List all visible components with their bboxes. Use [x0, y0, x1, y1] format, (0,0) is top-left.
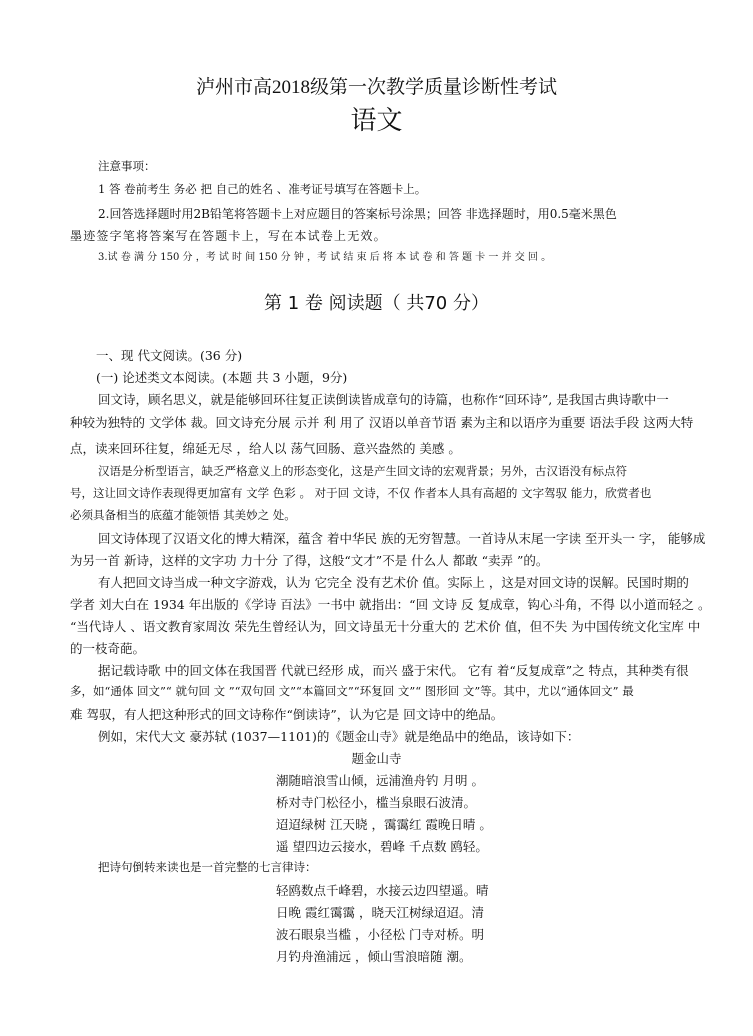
poem-line: 迢迢绿树 江天晓 ，霭霭红 霞晚日晴 。	[276, 817, 492, 832]
paragraph-line: “当代诗人 、语文教育家周汝 荣先生曾经认为，回文诗虽无十分重大的 艺术价 值，但不失 为中国传统文化宝库 中	[70, 619, 701, 634]
poem-line: 潮随暗浪雪山倾，远浦渔舟钓 月明 。	[276, 773, 484, 788]
notice-item: 1 答 卷前考生 务必 把 自己的姓名 、准考证号填写在答题卡上。	[98, 182, 427, 196]
poem-line: 轻鸥数点千峰碧，水接云边四望遥。晴	[276, 883, 489, 898]
notice-item: 墨迹签字笔将答案写在答题卡上，写在本试卷上无效。	[70, 229, 387, 243]
paragraph-line: 号，这让回文诗作表现得更加富有 文学 色彩 。 对于回 文诗，不仅 作者本人具有高超的 文字驾驭 能力，欣赏者也	[70, 486, 652, 500]
poem-line: 日晚 霞红霭霭 ，晓天江树绿迢迢。清	[276, 905, 484, 920]
paragraph-line: 汉语是分析型语言，缺乏严格意义上的形态变化，这是产生回文诗的宏观背景；另外，古汉语没有标点符	[98, 464, 627, 478]
poem-line: 月钓舟渔浦远 ，倾山雪浪暗随 潮。	[276, 949, 472, 964]
poem-line: 波石眼泉当槛 ，小径松 门寺对桥。明	[276, 927, 484, 942]
paragraph-line: 学者 刘大白在 1934 年出版的《学诗 百法》一书中 就指出：“回 文诗 反 复成章，钩心斗角，不得 以小道而轻之 。	[70, 597, 711, 612]
paragraph-line: 回文诗体现了汉语文化的博大精深，蕴含 着中华民 族的无穷智慧。一首诗从末尾一字读 至开头一 字， 能够成	[98, 531, 706, 546]
paragraph-line: 多，如“通体 回文”“ 就句回 文 ”“双句回 文”“本篇回文”“环复回 文”“ 图形回 文”等。其中，尤以“通体回文” 最	[70, 684, 634, 698]
notice-item: 2.回答选择题时用2B铅笔将答题卡上对应题目的答案标号涂黑；回答 非选择题时，用0.5毫米黑色	[98, 207, 617, 221]
paragraph-line: 有人把回文诗当成一种文字游戏，认为 它完全 没有艺术价 值。实际上 ，这是对回文诗的误解。民国时期的	[98, 575, 689, 590]
paragraph-line: 难 驾驭，有人把这种形式的回文诗称作“倒读诗”，认为它是 回文诗中的绝品。	[70, 707, 504, 722]
part-subheading: (一) 论述类文本阅读。(本题 共 3 小题，9分)	[96, 370, 348, 385]
paragraph-line: 据记载诗歌 中的回文体在我国晋 代就已经形 成，而兴 盛于宋代。 它有 着“反复成章”之 特点，其种类有很	[98, 663, 689, 678]
poem-line: 桥对寺门松径小，槛当泉眼石波清。	[276, 795, 477, 810]
paragraph-line: 必须具备相当的底蕴才能领悟 其美妙之 处。	[70, 508, 296, 522]
paragraph-line: 点，读来回环往复，绵延无尽 ，给人以 荡气回肠、意兴盎然的 美感 。	[70, 441, 461, 456]
notice-heading: 注意事项：	[98, 159, 156, 173]
part-heading: 一、现 代文阅读。(36 分)	[96, 348, 243, 363]
exam-title: 泸州市高2018级第一次教学质量诊断性考试	[195, 77, 557, 98]
paragraph-line: 例如，宋代大文 豪苏轼 (1037—1101)的《题金山寺》就是绝品中的绝品，该诗如下：	[98, 729, 580, 744]
paragraph-line: 的一枝奇葩。	[70, 641, 146, 656]
paragraph-line: 种较为独特的 文学体 裁。回文诗充分展 示并 利 用了 汉语以单音节语 素为主和以语序为重要 语法手段 这两大特	[70, 415, 694, 430]
section-title: 第 1 卷 阅读题（ 共70 分）	[264, 293, 489, 314]
poem-line: 遥 望四边云接水，碧峰 千点数 鸥轻。	[276, 839, 488, 854]
poem-title: 题金山寺	[351, 751, 402, 766]
notice-item: 3.试 卷 满 分 150 分 ，考 试 时 间 150 分 钟 ，考 试 结 束 后 将 本 试 卷 和 答 题 卡 一 并 交 回 。	[98, 252, 552, 263]
subject-title: 语文	[350, 106, 403, 135]
paragraph-line: 回文诗，顾名思义，就是能够回环往复正读倒读皆成章句的诗篇，也称作“回环诗”, 是我国古典诗歌中一	[98, 392, 669, 407]
paragraph-line: 为另一首 新诗，这样的文字功 力十分 了得，这般“文才”不是 什么人 都敢 “卖弄 ”的。	[70, 553, 549, 568]
bridge-sentence: 把诗句倒转来读也是一首完整的七言律诗：	[98, 860, 317, 874]
